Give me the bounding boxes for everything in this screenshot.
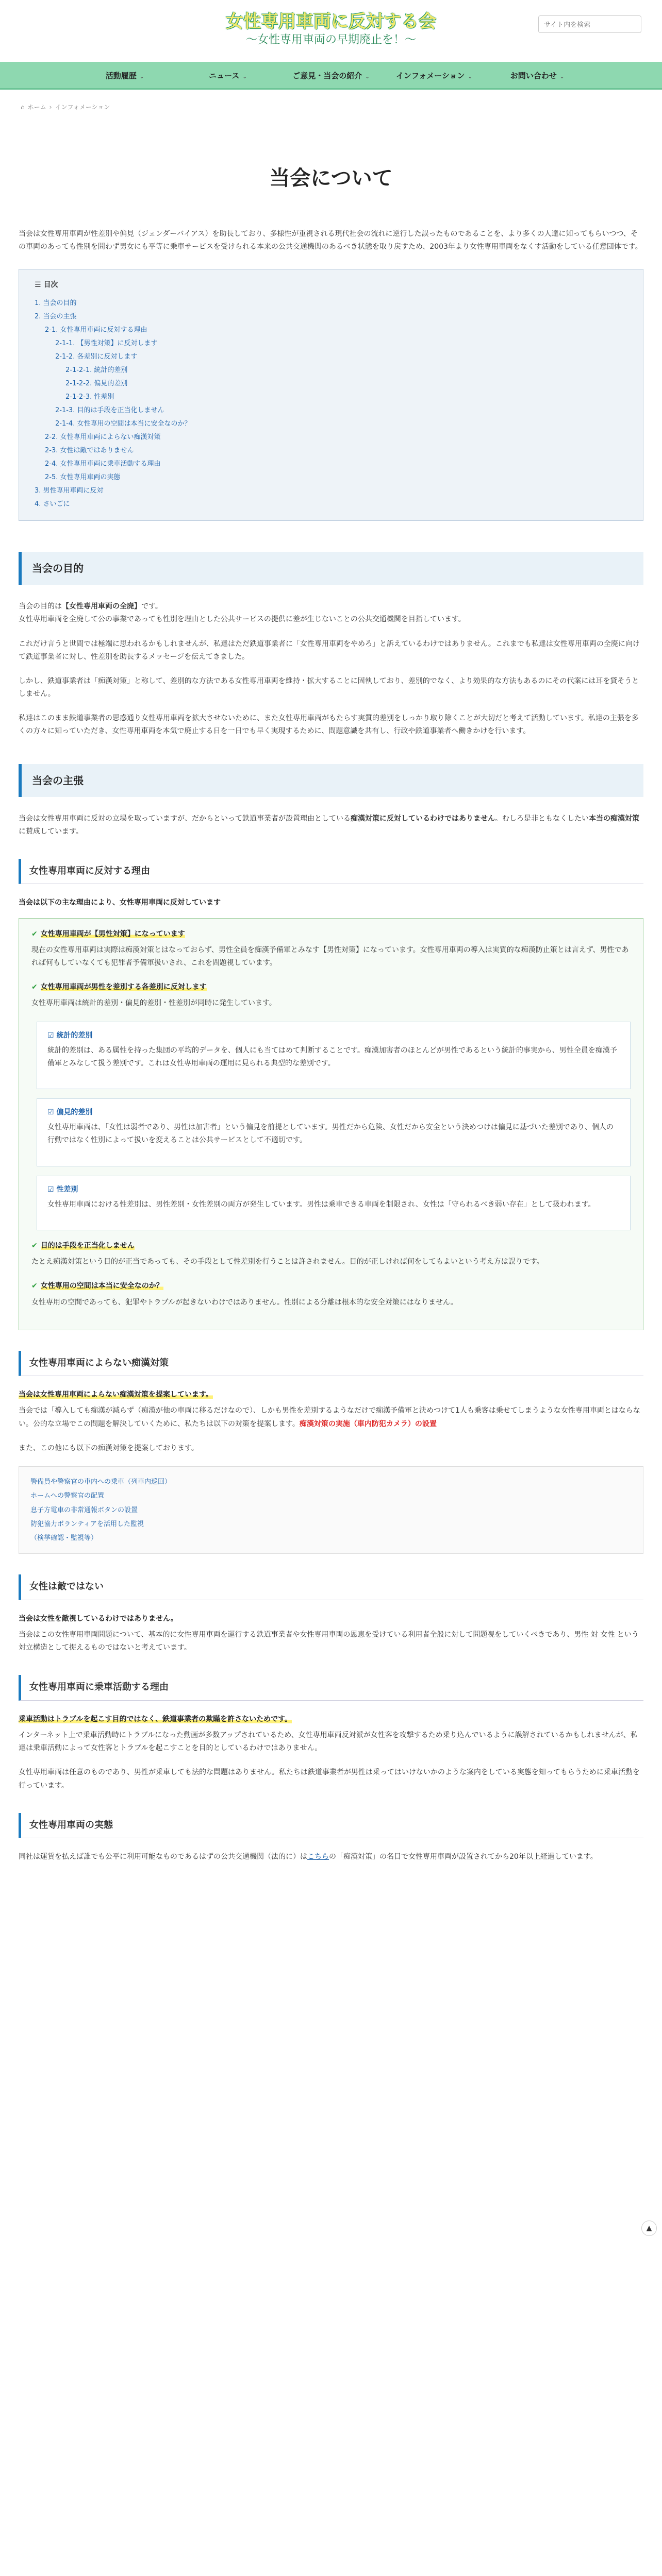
intro-text: 当会は女性専用車両が性差別や偏見（ジェンダーバイアス）を助長しており、多様性が重視される現代社会の流れに逆行した誤ったものであることを、より多くの人達に知ってもらいつつ、その車両のあっても性別を問わず男女にも平等に乗車サービスを受けられる本来の公共交通機関のあるべき状態を取り戻すため、2003年より女性専用車両をなくす活動をしている任意団体です。 — [19, 229, 642, 251]
toc-heading-label: 目次 — [43, 280, 58, 289]
enemy-lead: 当会は女性を敵視しているわけではありません。 — [19, 1614, 178, 1623]
list-item: （検挙確認・監視等） — [30, 1534, 98, 1543]
section-heading-not-enemy: 女性は敵ではない — [19, 1574, 643, 1600]
ride-body2: 女性専用車両は任意のものであり、男性が乗車しても法的な問題はありません。私たちは鉄道事業者が男性は乗ってはいけないかのような案内をしている実態を知ってもらうために乗車活動を行っています。 — [19, 1768, 640, 1790]
purpose-p3: これだけ言うと世間では極端に思われるかもしれませんが、私達はただ鉄道事業者に「女性専用車両をやめろ」と訴えているわけではありません。これまでも私達は女性専用車両の全廃に向けて鉄道事業者に対し、性差別を助長するメッセージを伝えてきました。 — [19, 639, 640, 661]
subsection-title — [47, 1029, 620, 1042]
alt-list — [19, 1466, 643, 1554]
toc-item[interactable]: 2-2. 女性専用車両によらない痴漢対策 — [45, 433, 161, 442]
table-of-contents — [19, 269, 643, 521]
reason-body: たとえ痴漢対策という目的が正当であっても、その手段として性差別を行うことは許されません。目的が正しければ何をしてもよいという考え方は誤りです。 — [31, 1258, 544, 1266]
reason-title: 目的は手段を正当化しません — [40, 1242, 135, 1250]
subsection-prejudice — [37, 1098, 631, 1166]
toc-item[interactable]: 2-3. 女性は敵ではありません — [45, 447, 134, 455]
subsection-title — [47, 1106, 620, 1119]
nav-item-news[interactable] — [176, 62, 279, 88]
reasons-lead: 当会は以下の主な理由により、女性専用車両に反対しています — [19, 899, 221, 907]
enemy-body: 当会はこの女性専用車両問題について、基本的に女性専用車両を運行する鉄道事業者や女性専用車両の恩恵を受けている利用者全般に対して問題視をしていくべきであり、男性 対 女性 という対立構造として捉えるものではないと考えています。 — [19, 1631, 639, 1652]
nav-item-about[interactable] — [279, 62, 383, 88]
toc-item[interactable]: 2-5. 女性専用車両の実態 — [45, 473, 121, 482]
text: 女性専用車両を全廃して公の事業であっても性別を理由とした公共サービスの提供に差が生じないことの公共交通機関を目指しています。 — [19, 615, 466, 624]
toc-item[interactable]: 2-1-1. 【男性対策】に反対します — [55, 340, 158, 348]
chevron-down-icon: ⌄ — [559, 74, 565, 80]
home-icon[interactable]: ⌂ — [21, 104, 25, 111]
scroll-top-icon[interactable]: ▲ — [641, 2221, 657, 2236]
purpose-p1 — [19, 600, 643, 626]
list-item[interactable]: 警備員や警察官の車内への乗車（列車内巡回） — [30, 1478, 172, 1486]
breadcrumb-separator: › — [49, 104, 52, 111]
fact-link[interactable]: こちら — [307, 1853, 329, 1861]
nav-item-contact[interactable] — [486, 62, 589, 88]
subsection-title — [47, 1183, 620, 1196]
text: 。むしろ是非ともなくしたい — [495, 814, 589, 823]
list-item[interactable]: 息子方電車の非常通報ボタンの設置 — [30, 1506, 138, 1514]
toc-list — [35, 297, 627, 511]
fact-body — [19, 1851, 643, 1863]
site-header — [0, 0, 662, 62]
section-heading-reasons: 女性専用車両に反対する理由 — [19, 859, 643, 884]
list-item[interactable]: 防犯協力ボランティアを活用した監視 — [30, 1520, 144, 1528]
strong-text: 痴漢対策に反対しているわけではありません — [351, 814, 495, 823]
subsection-title-label: 性差別 — [56, 1185, 78, 1194]
text: です。 — [141, 602, 162, 611]
toc-item[interactable]: 2-4. 女性専用車両に乗車活動する理由 — [45, 460, 161, 468]
nav-label: 活動履歴 — [105, 71, 137, 80]
reasons-box — [19, 918, 643, 1330]
check-icon: ☑ — [47, 1031, 57, 1040]
nav-label: ご意見・当会の紹介 — [292, 71, 362, 80]
subsection-title-label: 偏見的差別 — [56, 1108, 93, 1117]
purpose-p4: しかし、鉄道事業者は「痴漢対策」と称して、差別的な方法である女性専用車両を維持・拡大することに固執しており、差別的でなく、より効果的な方法もあるのにその代案には耳を貸そうとしません。 — [19, 676, 639, 699]
alt-list-head: また、この他にも以下の痴漢対策を提案しております。 — [19, 1444, 198, 1452]
alt-body — [19, 1404, 643, 1430]
toc-item[interactable]: 2-1. 女性専用車両に反対する理由 — [45, 326, 147, 334]
check-icon: ☑ — [47, 1108, 57, 1117]
text: 当会の目的は — [19, 602, 62, 611]
toc-item[interactable]: 1. 当会の目的 — [35, 299, 77, 308]
list-icon[interactable]: ☰ — [35, 280, 44, 289]
purpose-p5: 私達はこのまま鉄道事業者の思惑通り女性専用車両を拡大させないために、また女性専用車両がもたらす実質的差別をしっかり取り除くことが大切だと考えて活動しています。私達の主張を多くの方々に知っていただき、女性専用車両を本気で廃止する日を一日でも早く実現するために、問題意識を共有し、行政や鉄道事業者へ働きかけを行います。 — [19, 714, 639, 736]
text: 当会では「導入しても痴漢が減らず（痴漢が他の車両に移るだけなので）、しかも男性を差別するようなだけで痴漢予備軍と決めつけて1人も乗客は乗せてしまうような女性専用車両とはならない。公的な立場でこの問題を解決していくために、私たちは以下の対策を提案します。 — [19, 1406, 640, 1428]
reason-title: 女性専用車両が男性を差別する各差別に反対します — [40, 983, 207, 992]
chevron-down-icon: ⌄ — [139, 74, 144, 80]
reason-body: 現在の女性専用車両は実際は痴漢対策とはなっておらず、男性全員を痴漢予備軍とみなす【男性対策】になっています。女性専用車両の導入は実質的な痴漢防止策とは言えず、男性であれば何もしていなくても犯罪者予備軍扱いされ、これを問題視しています。 — [31, 945, 629, 967]
toc-item[interactable]: 2-1-2-2. 偏見的差別 — [65, 380, 128, 388]
reason-item — [31, 1280, 631, 1293]
search-input[interactable] — [538, 15, 641, 33]
toc-item[interactable]: 2-1-2-1. 統計的差別 — [65, 366, 128, 375]
toc-item[interactable]: 2-1-2. 各差別に反対します — [55, 353, 138, 361]
ride-lead — [19, 1713, 643, 1726]
toc-item[interactable]: 2. 当会の主張 — [35, 313, 77, 321]
subsection-body: 女性専用車両は、「女性は弱者であり、男性は加害者」という偏見を前提としています。男性だから危険、女性だから安全という決めつけは偏見に基づいた差別であり、個人の行動ではなく性別によって扱いを変えることは公共サービスとして不適切です。 — [47, 1123, 614, 1145]
toc-heading — [35, 279, 627, 292]
subsection-sex-discrimination — [37, 1176, 631, 1230]
breadcrumb — [0, 90, 662, 113]
check-icon: ✔ — [31, 1282, 38, 1291]
breadcrumb-current[interactable]: インフォメーション — [55, 104, 110, 111]
claims-p1 — [19, 812, 643, 838]
subsection-title-label: 統計的差別 — [56, 1031, 93, 1040]
toc-item[interactable]: 3. 男性専用車両に反対 — [35, 487, 104, 495]
text: 同社は運賃を払えば誰でも公平に利用可能なものであるはずの公共交通機関（法的に）は — [19, 1853, 307, 1861]
section-heading-fact: 女性専用車両の実態 — [19, 1813, 643, 1838]
ride-body: インターネット上で乗車活動時にトラブルになった動画が多数アップされているため、女性専用車両反対派が女性客を攻撃するため乗り込んでいるように誤解されているかもしれませんが、私達は乗車活動によって女性客とトラブルを起こすことを目的としているわけではありません。 — [19, 1731, 638, 1753]
reason-item — [31, 981, 631, 994]
alt-lead-text: 当会は女性専用車両によらない痴漢対策を提案しています。 — [19, 1391, 213, 1399]
alt-lead — [19, 1388, 643, 1401]
text: の「痴漢対策」の名目で女性専用車両が設置されてから20年以上経過しています。 — [329, 1853, 598, 1861]
toc-item[interactable]: 2-1-2-3. 性差別 — [65, 393, 114, 401]
toc-item[interactable]: 4. さいごに — [35, 500, 70, 509]
reason-body: 女性専用車両は統計的差別・偏見的差別・性差別が同時に発生しています。 — [31, 999, 276, 1008]
site-title[interactable]: 女性専用車両に反対する会 — [226, 11, 436, 32]
toc-item[interactable]: 2-1-3. 目的は手段を正当化しません — [55, 406, 164, 415]
nav-item-information[interactable] — [383, 62, 486, 88]
nav-item-history[interactable] — [73, 62, 176, 88]
text: 当会は女性専用車両に反対の立場を取っていますが、だからといって鉄道事業者が設置理由としている — [19, 814, 351, 823]
site-subtitle: ～女性専用車両の早期廃止を！～ — [245, 33, 416, 46]
strong-text: 【女性専用車両の全廃】 — [62, 602, 141, 611]
section-heading-purpose: 当会の目的 — [19, 552, 643, 585]
subsection-body: 統計的差別は、ある属性を持った集団の平均的データを、個人にも当てはめて判断することです。痴漢加害者のほとんどが男性であるという統計的事実から、男性全員を痴漢予備軍とみなして扱う差別です。これは女性専用車両の運用に見られる典型的な差別です。 — [47, 1046, 617, 1067]
text: に賛成しています。 — [19, 827, 83, 836]
toc-item[interactable]: 2-1-4. 女性専用の空間は本当に安全なのか？ — [55, 420, 191, 428]
check-icon: ☑ — [47, 1185, 57, 1194]
strong-text: 本当の痴漢対策 — [589, 814, 639, 823]
ride-lead-text: 乗車活動はトラブルを起こす目的ではなく、鉄道事業者の欺瞞を許さないためです。 — [19, 1715, 292, 1723]
chevron-down-icon: ⌄ — [468, 74, 473, 80]
subsection-body: 女性専用車両における性差別は、男性差別・女性差別の両方が発生しています。男性は乗車できる車両を制限され、女性は「守られるべき弱い存在」として扱われます。 — [47, 1200, 595, 1209]
red-text: 痴漢対策の実施（車内防犯カメラ）の設置 — [299, 1419, 437, 1428]
list-item[interactable]: ホームへの警察官の配置 — [30, 1492, 105, 1500]
section-heading-ride: 女性専用車両に乗車活動する理由 — [19, 1675, 643, 1700]
reason-title: 女性専用車両が【男性対策】になっています — [40, 929, 185, 938]
nav-label: インフォメーション — [395, 71, 465, 80]
check-icon: ✔ — [31, 1242, 38, 1250]
check-icon: ✔ — [31, 983, 38, 992]
reason-title: 女性専用の空間は本当に安全なのか？ — [40, 1282, 163, 1291]
main-content — [0, 228, 662, 1864]
check-icon: ✔ — [31, 929, 38, 938]
chevron-down-icon: ⌄ — [242, 74, 247, 80]
nav-label: ニュース — [209, 71, 240, 80]
nav-label: お問い合わせ — [510, 71, 557, 80]
section-heading-claims: 当会の主張 — [19, 764, 643, 797]
subsection-statistical — [37, 1022, 631, 1090]
page-title: 当会について — [269, 166, 393, 190]
reason-item — [31, 928, 631, 941]
chevron-down-icon: ⌄ — [365, 74, 370, 80]
section-heading-alternatives: 女性専用車両によらない痴漢対策 — [19, 1351, 643, 1376]
breadcrumb-home[interactable]: ホーム — [27, 104, 46, 111]
main-nav — [0, 62, 662, 90]
reason-body: 女性専用の空間であっても、犯罪やトラブルが起きないわけではありません。性別による分離は根本的な安全対策にはなりません。 — [31, 1298, 458, 1307]
reason-item — [31, 1240, 631, 1252]
